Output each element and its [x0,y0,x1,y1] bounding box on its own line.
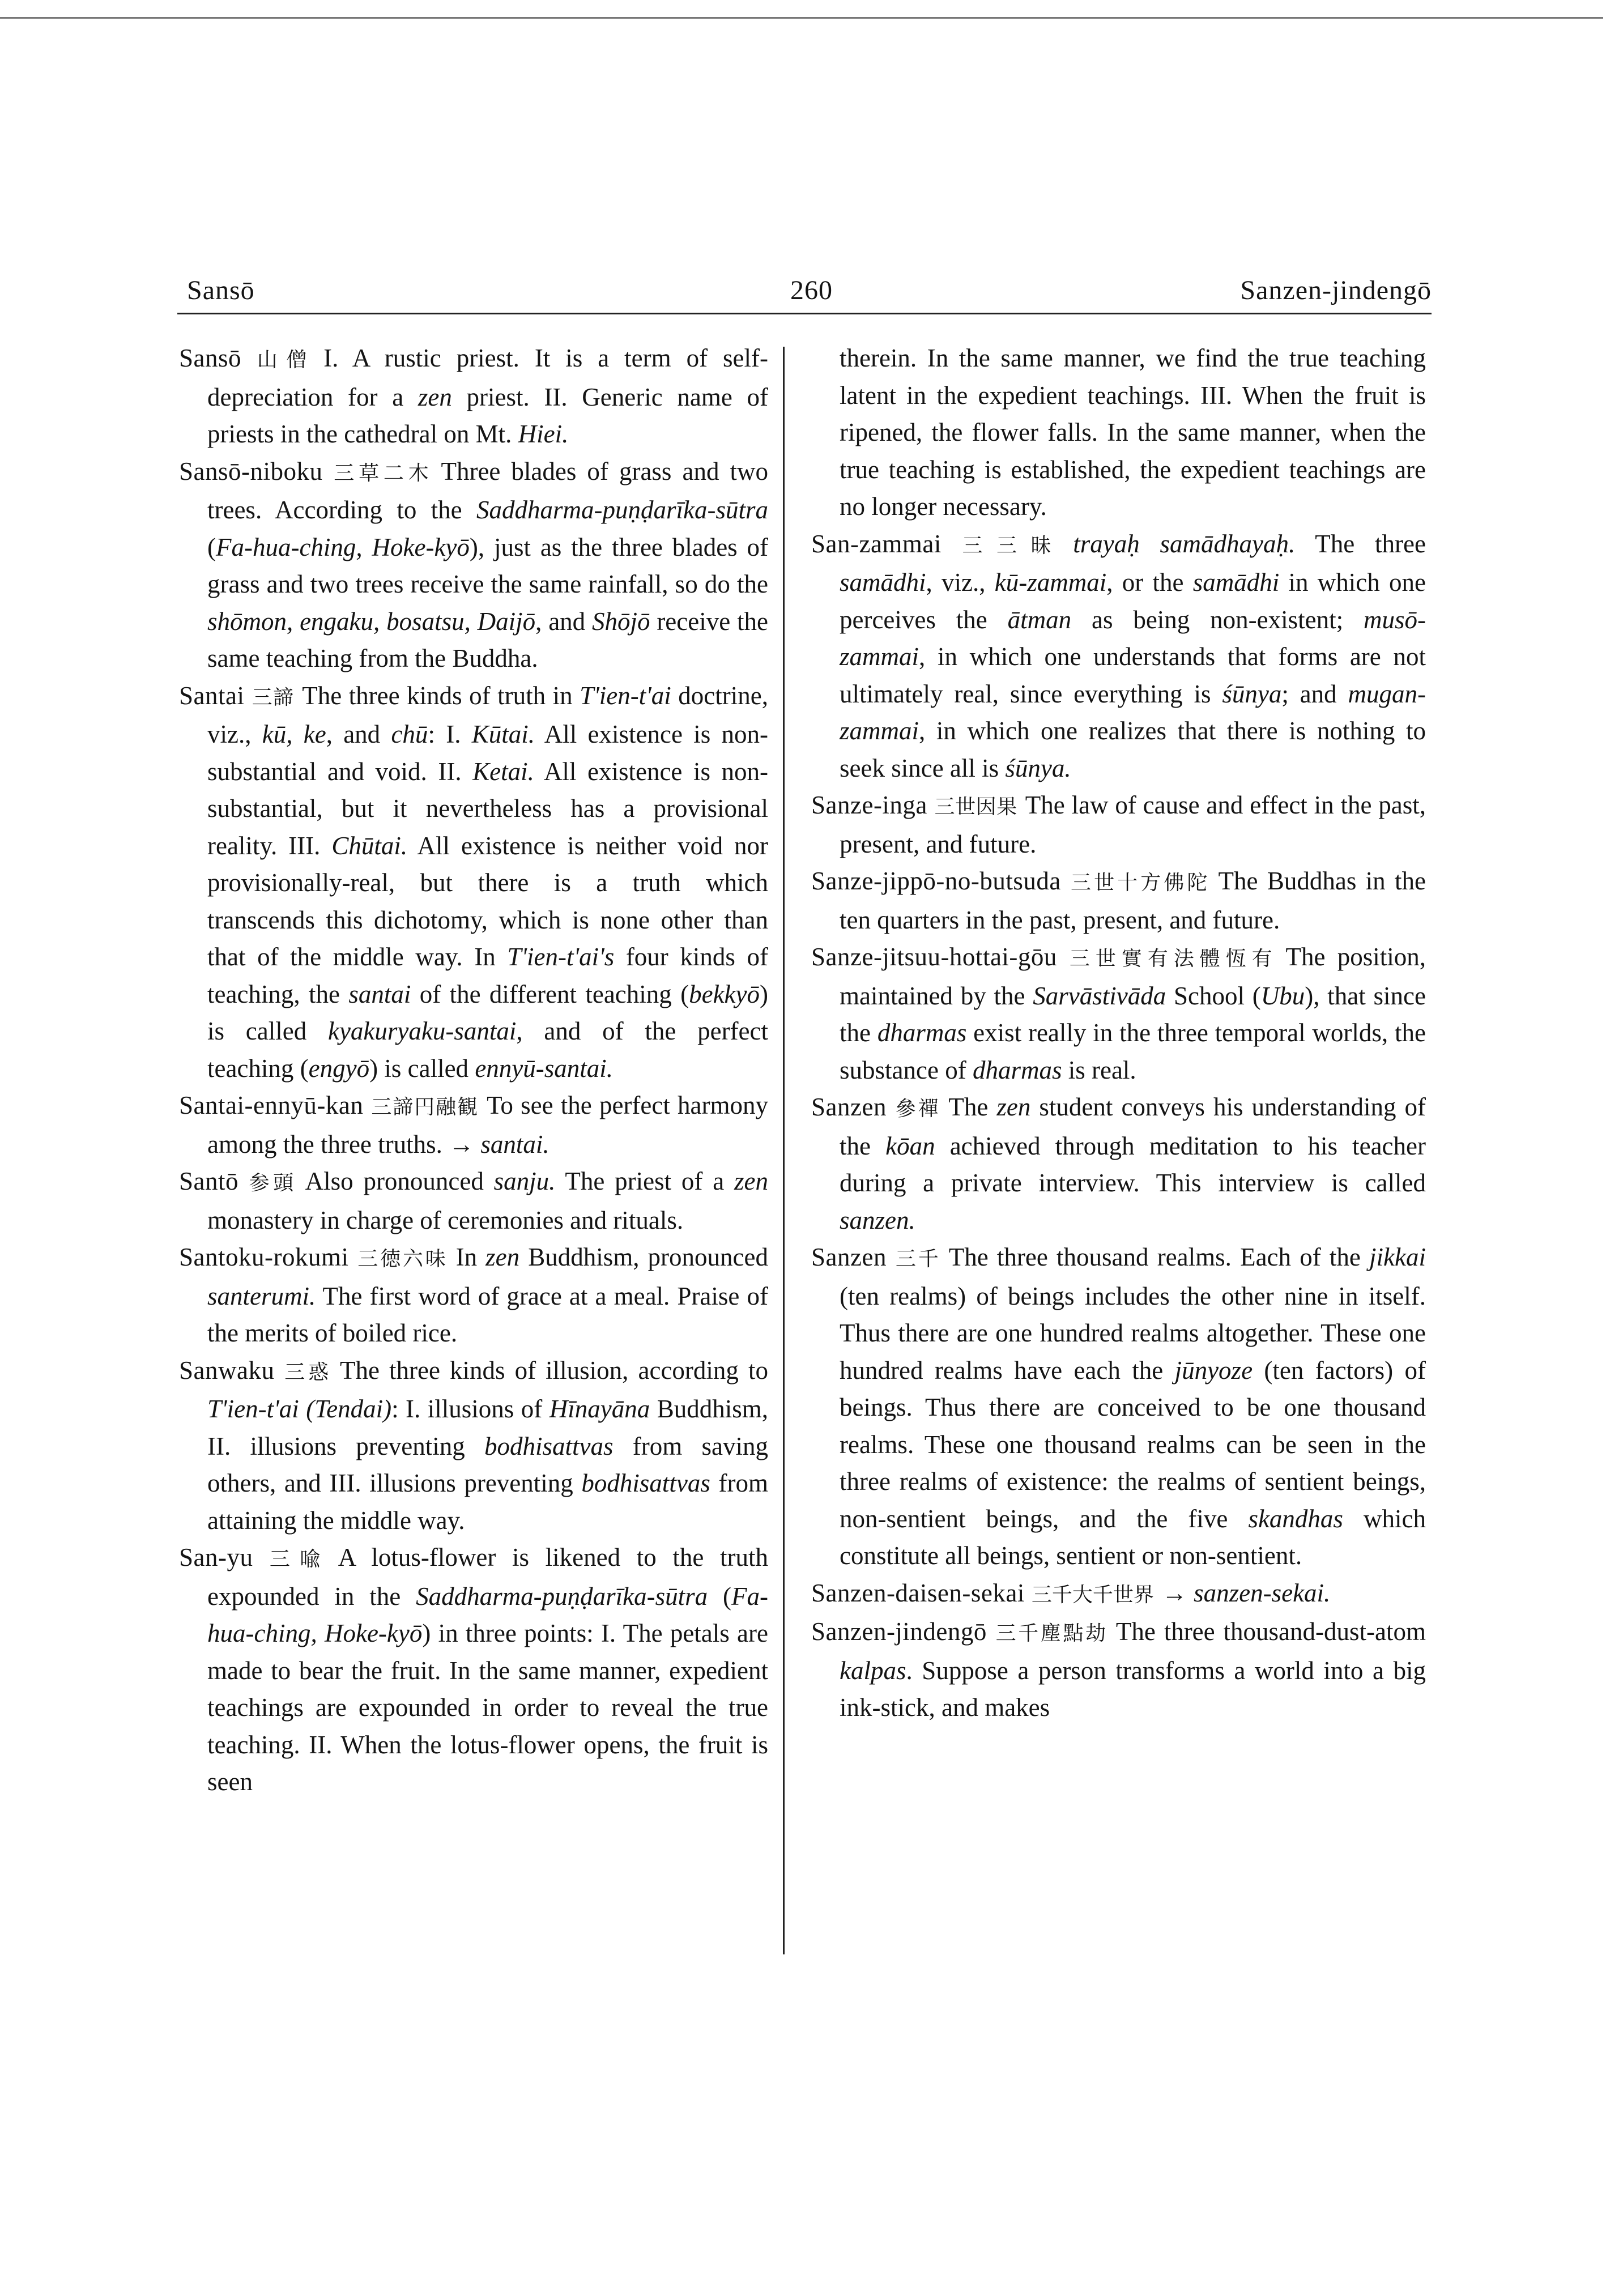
definition-text: The first word of grace at a meal. Praise of the merits of boiled rice. [207,1281,768,1347]
italic-term: Saddharma-puṇḍarīka-sūtra [416,1582,708,1611]
italic-term: kyakuryaku-santai [327,1017,517,1045]
entry-headword: Sansō-niboku [179,457,323,485]
italic-term: ennyū-santai. [475,1054,614,1083]
italic-term: skandhas [1248,1504,1343,1533]
italic-term: Saddharma-puṇḍarīka-sūtra [476,496,768,524]
italic-term: sanju. [493,1167,556,1195]
page-number: 260 [790,275,833,305]
italic-term: sanzen. [840,1205,915,1234]
italic-term: musō-zammai [840,605,1426,671]
definition-text: , in which one understands that forms are not ultimately real, since everything is [840,642,1426,708]
definition-text: The law of cause and effect in the past, present, and future. [840,791,1426,858]
italic-term: Ketai. [472,757,534,786]
definition-text: All existence is neither void nor provisionally-real, but there is a truth which transcends this dichotomy, which is none other than that of the middle way. In [207,831,768,971]
italic-term: santai [348,979,411,1008]
definition-text: exist really in the three temporal worlds, the substance of [840,1019,1426,1084]
entry-kanji: 三世因果 [934,795,1017,819]
dictionary-entry [179,1352,768,1540]
definition-text: priest. II. Generic name of priests in the cathedral on Mt. [207,382,768,448]
definition-text: School ( [1166,981,1261,1010]
definition-text: The three [1295,529,1426,558]
definition-text: four kinds of teaching, the [207,943,768,1008]
italic-term: Hiei. [518,420,569,448]
definition-text: : I. [428,720,472,748]
entry-headword: San-zammai [811,529,942,558]
italic-term: sanzen-sekai. [1194,1578,1331,1607]
italic-term: santai. [480,1130,549,1158]
definition-text: Three blades of grass and two trees. According to the [207,457,768,524]
definition-text: receive the same teaching from the Buddha. [207,607,768,672]
dictionary-entry [811,526,1426,787]
definition-text: I. A rustic priest. It is a term of self-depreciation for a [207,344,768,411]
entry-kanji: 山僧 [248,348,316,372]
entry-headword: Sanzen-jindengō [811,1617,987,1646]
entry-kanji: 三諦 [251,685,295,709]
italic-term: samādhi [1192,568,1280,597]
definition-text: ) is called [369,1054,475,1083]
italic-term: Kūtai. [471,720,535,748]
italic-term: Fa-hua-ching, Hoke-kyō [207,1582,768,1647]
definition-text: ; and [1281,679,1348,708]
definition-text: ( [207,533,216,561]
entry-kanji: 三千 [893,1247,941,1271]
dictionary-entry [179,1163,768,1239]
italic-term: Sarvāstivāda [1033,981,1166,1010]
entry-kanji: 三千大千世界 [1031,1583,1154,1607]
definition-text: ), that since the [840,981,1426,1047]
dictionary-entry [811,1575,1426,1614]
italic-term: zen [734,1167,768,1195]
column-divider [783,347,785,1954]
italic-term: Hīnayāna [549,1395,650,1423]
definition-text: Also pronounced [305,1167,494,1195]
entry-headword: Santai-ennyū-kan [179,1091,364,1119]
italic-term: santerumi. [207,1281,316,1310]
entry-kanji: 参頭 [245,1172,297,1195]
definition-text: , and [535,607,592,636]
definition-text: The [948,1093,997,1121]
entry-headword: Sanzen [811,1093,887,1121]
italic-term: bodhisattvas [581,1469,710,1497]
entry-kanji: 三千塵點劫 [993,1622,1108,1645]
definition-text: Buddhism, pronounced [519,1243,768,1271]
italic-term: śūnya. [1005,753,1071,782]
definition-text: doctrine, viz., [207,681,768,748]
definition-text: student conveys his understanding of the [840,1093,1426,1160]
italic-term: Chūtai. [331,831,408,860]
entry-kanji: 三諦円融観 [370,1096,479,1119]
definition-text: The three thousand-dust-atom [1115,1617,1426,1646]
italic-term: zen [485,1243,520,1271]
running-head-left: Sansō [187,275,255,305]
entry-headword: Sansō [179,344,242,372]
italic-term: Ubu [1260,981,1305,1010]
definition-text: → [1161,1578,1194,1607]
definition-text: The three kinds of truth in [302,681,580,710]
entry-headword: Sanzen-daisen-sekai [811,1578,1025,1607]
definition-text: ( [708,1582,731,1611]
entry-headword: Santoku-rokumi [179,1243,349,1271]
italic-term: jūnyoze [1174,1356,1253,1385]
dictionary-entry [811,340,1426,526]
italic-term: T'ien-t'ai (Tendai) [207,1395,392,1423]
dictionary-entry [179,453,768,678]
italic-term: T'ien-t'ai's [507,943,615,971]
italic-term: dharmas [877,1019,967,1047]
definition-text: ), just as the three blades of grass and two trees receive the same rainfall, so do the [207,533,769,598]
italic-term: kalpas [840,1656,906,1685]
italic-term: kū-zammai [994,568,1107,597]
dictionary-entry [811,863,1426,939]
dictionary-entry [811,787,1426,863]
definition-text: achieved through meditation to his teacher during a private interview. This interview is called [840,1131,1426,1197]
definition-text: , and [326,720,391,748]
entry-headword: Sanze-jitsuu-hottai-gōu [811,943,1057,971]
italic-term: bekkyō [689,979,760,1008]
definition-text: which constitute all beings, sentient or non-sentient. [840,1504,1426,1570]
entry-kanji: 三喩 [259,1548,330,1571]
dictionary-entry [179,1087,768,1163]
definition-text: , or the [1106,568,1193,597]
dictionary-entry [811,1613,1426,1727]
italic-term: mugan-zammai [840,679,1426,745]
entry-headword: Sanzen [811,1243,887,1271]
dictionary-entry [811,1089,1426,1239]
definition-text: The position, maintained by the [840,943,1426,1010]
entry-headword: Sanze-jippō-no-butsuda [811,867,1061,895]
definition-text: , and of the perfect teaching ( [207,1017,768,1083]
right-column [811,340,1426,1727]
scan-edge-line [0,17,1603,19]
definition-text: All existence is non-substantial, but it nevertheless has a provisional reality. III. [207,757,768,860]
left-column [179,340,768,1801]
dictionary-entry [179,1539,768,1801]
italic-term: chū [391,720,428,748]
definition-text: To see the perfect harmony among the three truths. → [207,1091,768,1158]
dictionary-entry [811,1239,1426,1575]
italic-term: śūnya [1222,679,1282,708]
italic-term: Fa-hua-ching, Hoke-kyō [216,533,470,561]
italic-term: T'ien-t'ai [580,681,671,710]
italic-term: zen [996,1093,1031,1121]
definition-text: The Buddhas in the ten quarters in the past, present, and future. [840,867,1426,934]
entry-kanji: 三徳六味 [355,1247,448,1271]
definition-text: therein. In the same manner, we find the true teaching latent in the expedient teachings. III. When the fruit is ripened, the flower falls. In the same manner, when the true teaching is established, the expedient teachings are no longer necessary. [840,344,1426,521]
definition-text: from attaining the middle way. [207,1469,768,1535]
entry-headword: Sanwaku [179,1356,275,1385]
dictionary-entry [811,939,1426,1089]
italic-term: kōan [885,1131,935,1160]
entry-headword: San-yu [179,1543,253,1571]
definition-text: of the different teaching ( [411,979,689,1008]
italic-term: trayaḥ samādhayaḥ. [1073,529,1296,558]
definition-text: is real. [1062,1055,1136,1084]
italic-term: bodhisattvas [484,1432,614,1460]
italic-term: ātman [1007,605,1072,634]
definition-text: : I. illusions of [391,1395,549,1423]
entry-headword: Sanze-inga [811,791,927,819]
running-head-right: Sanzen-jindengō [1240,275,1432,305]
definition-text: All existence is non-substantial and void. II. [207,720,768,786]
definition-text: Buddhism, II. illusions preventing [207,1395,768,1460]
definition-text: ) in three points: I. The petals are made to bear the fruit. In the same manner, expedient teachings are expounded in order to reveal the true teaching. II. When the lotus-flower opens, the fruit is seen [207,1619,768,1796]
italic-term: jikkai [1369,1243,1426,1271]
entry-kanji: 三世實有法體恆有 [1063,947,1278,970]
definition-text: A lotus-flower is likened to the truth expounded in the [207,1543,768,1611]
definition-text: monastery in charge of ceremonies and rituals. [207,1205,684,1234]
definition-text: , in which one realizes that there is nothing to seek since all is [840,717,1426,782]
italic-term: engyō [308,1054,370,1083]
definition-text: (ten factors) of beings. Thus there are conceived to be one thousand realms. These one thousand realms can be seen in the three realms of existence: the realms of sentient beings, non-sentient beings, and the five [840,1356,1426,1533]
entry-kanji: 參禪 [893,1097,941,1121]
definition-text: ) is called [207,979,769,1045]
italic-term: samādhi [840,568,926,597]
definition-text: The three kinds of illusion, according to [339,1356,768,1385]
definition-text: The three thousand realms. Each of the [948,1243,1370,1271]
italic-term: shōmon, engaku, bosatsu, Daijō [207,607,536,636]
entry-kanji: 三三昧 [948,534,1066,557]
dictionary-entry [179,678,768,1088]
italic-term: zen [418,382,452,411]
entry-headword: Santai [179,681,245,710]
definition-text: . Suppose a person transforms a world into a big ink-stick, and makes [840,1656,1426,1722]
entry-headword: Santō [179,1167,239,1195]
definition-text: in which one perceives the [840,568,1426,634]
entry-kanji: 三世十方佛陀 [1067,871,1211,894]
entry-kanji: 三惑 [281,1360,332,1384]
definition-text: (ten realms) of beings includes the other nine in itself. Thus there are one hundred realms altogether. These one hundred realms have each the [840,1281,1426,1385]
definition-text: as being non-existent; [1071,605,1364,634]
entry-kanji: 三草二木 [329,461,433,485]
definition-text: , viz., [926,568,995,597]
definition-text: from saving others, and III. illusions preventing [207,1432,768,1497]
definition-text: In [455,1243,486,1271]
italic-term: dharmas [972,1055,1062,1084]
header-rule [177,313,1432,314]
definition-text: The priest of a [555,1167,734,1195]
italic-term: kū, ke [262,720,326,748]
dictionary-entry [179,340,768,453]
dictionary-entry [179,1239,768,1352]
italic-term: Shōjō [592,607,650,636]
